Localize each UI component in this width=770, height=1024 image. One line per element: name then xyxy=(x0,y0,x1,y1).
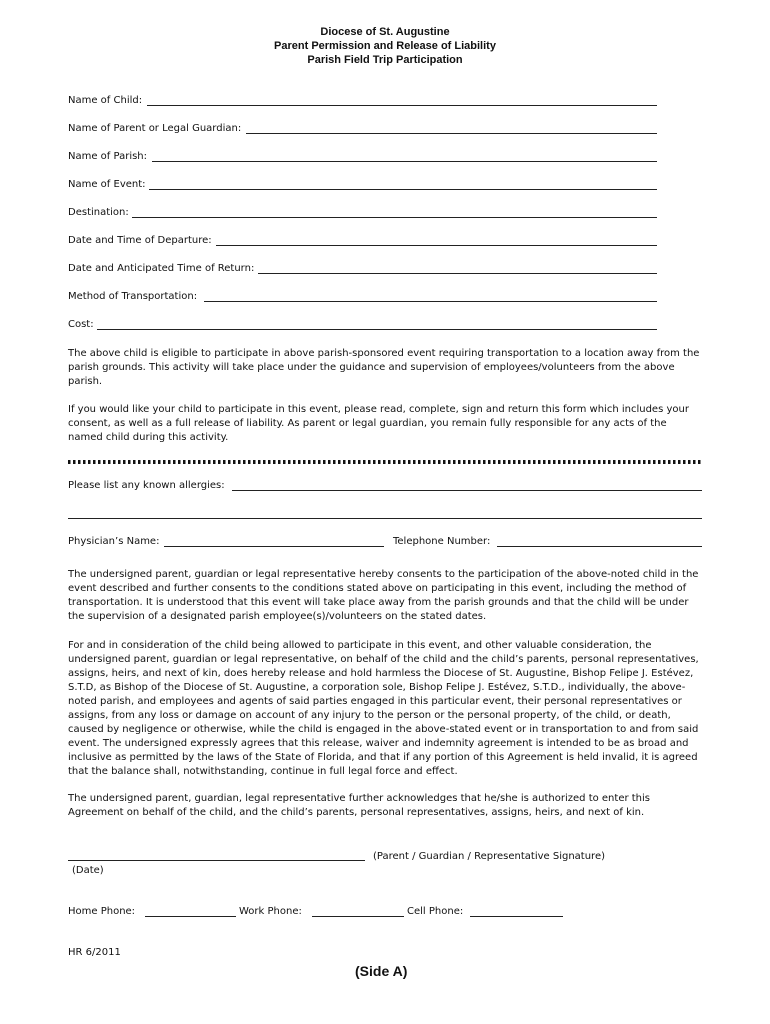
child-name-line[interactable] xyxy=(147,105,657,106)
physician-label: Physician’s Name: xyxy=(68,536,160,547)
cell-phone-line[interactable] xyxy=(470,916,563,917)
form-title-permission: Parent Permission and Release of Liability xyxy=(274,40,496,52)
physician-line[interactable] xyxy=(164,546,384,547)
instructions-paragraph: If you would like your child to participate in this event, please read, complete, sign and return this form which includes your consent, as well as a full release of liability. As parent or legal guardian, you remain fully responsible for any acts of the named child during this activity. xyxy=(68,404,689,443)
event-name-label: Name of Event: xyxy=(68,179,146,190)
parish-name-line[interactable] xyxy=(152,161,657,162)
child-name-label: Name of Child: xyxy=(68,95,143,106)
telephone-line[interactable] xyxy=(497,546,702,547)
signature-label: (Parent / Guardian / Representative Signature) xyxy=(373,851,605,862)
consent-paragraph: The undersigned parent, guardian or legal representative hereby consents to the participation of the above-noted child in the event described and further consents to the conditions stated above on participating in this event, including the method of transportation. It is understood that this event will take place away from the parish grounds and that the child will be under the supervision of a designated parish employee(s)/volunteers on the stated dates. xyxy=(68,569,699,622)
allergies-line[interactable] xyxy=(232,490,702,491)
form-title-diocese: Diocese of St. Augustine xyxy=(320,26,450,38)
return-label: Date and Anticipated Time of Return: xyxy=(68,263,255,274)
guardian-name-line[interactable] xyxy=(246,133,657,134)
form-code: HR 6/2011 xyxy=(68,947,121,958)
parish-name-label: Name of Parish: xyxy=(68,151,148,162)
signature-line[interactable] xyxy=(68,860,365,861)
transportation-line[interactable] xyxy=(204,301,657,302)
event-name-line[interactable] xyxy=(149,189,657,190)
allergies-label: Please list any known allergies: xyxy=(68,480,225,491)
date-label: (Date) xyxy=(72,865,104,876)
return-line[interactable] xyxy=(258,273,657,274)
telephone-label: Telephone Number: xyxy=(393,536,491,547)
cell-phone-label: Cell Phone: xyxy=(407,906,464,917)
acknowledgement-paragraph: The undersigned parent, guardian, legal representative further acknowledges that he/she is authorized to enter this Agreement on behalf of the child, and the child’s parents, personal representatives, assigns, heirs, and next of kin. xyxy=(68,793,651,818)
destination-label: Destination: xyxy=(68,207,129,218)
work-phone-label: Work Phone: xyxy=(239,906,302,917)
cost-line[interactable] xyxy=(97,329,657,330)
allergies-line-2[interactable] xyxy=(68,518,702,519)
work-phone-line[interactable] xyxy=(312,916,404,917)
release-paragraph: For and in consideration of the child being allowed to participate in this event, and other valuable consideration, the undersigned parent, guardian or legal representative, on behalf of the child and the child’s parents, personal representatives, assigns, heirs, and next of kin, does hereby release and hold harmless the Diocese of St. Augustine, Bishop Felipe J. Estévez, S.T.D, as Bishop of the Diocese of St. Augustine, a corporation sole, Bishop Felipe J. Estévez, S.T.D., individually, the above- noted parish, and employees and agents of said parties engaged in this particular event, their personal representatives or assigns, from any loss or damage on account of any injury to the person or the personal property, of the child, or death, caused by negligence or otherwise, while the child is engaged in the above-stated event or in transportation to and from said event. The undersigned expressly agrees that this release, waiver and indemnity agreement is intended to be as broad and inclusive as permitted by the laws of the State of Florida, and that if any portion of this Agreement is held invalid, it is agreed that the balance shall, notwithstanding, continue in full legal force and effect. xyxy=(68,640,699,777)
eligibility-paragraph: The above child is eligible to participate in above parish-sponsored event requiring transportation to a location away from the parish grounds. This activity will take place under the guidance and supervision of employees/volunteers from the above parish. xyxy=(68,348,700,387)
transportation-label: Method of Transportation: xyxy=(68,291,198,302)
destination-line[interactable] xyxy=(132,217,657,218)
side-label: (Side A) xyxy=(355,963,408,979)
departure-label: Date and Time of Departure: xyxy=(68,235,212,246)
cost-label: Cost: xyxy=(68,319,94,330)
departure-line[interactable] xyxy=(216,245,657,246)
home-phone-label: Home Phone: xyxy=(68,906,136,917)
form-title-trip: Parish Field Trip Participation xyxy=(307,54,463,66)
guardian-name-label: Name of Parent or Legal Guardian: xyxy=(68,123,242,134)
dotted-separator xyxy=(68,460,702,464)
home-phone-line[interactable] xyxy=(145,916,236,917)
